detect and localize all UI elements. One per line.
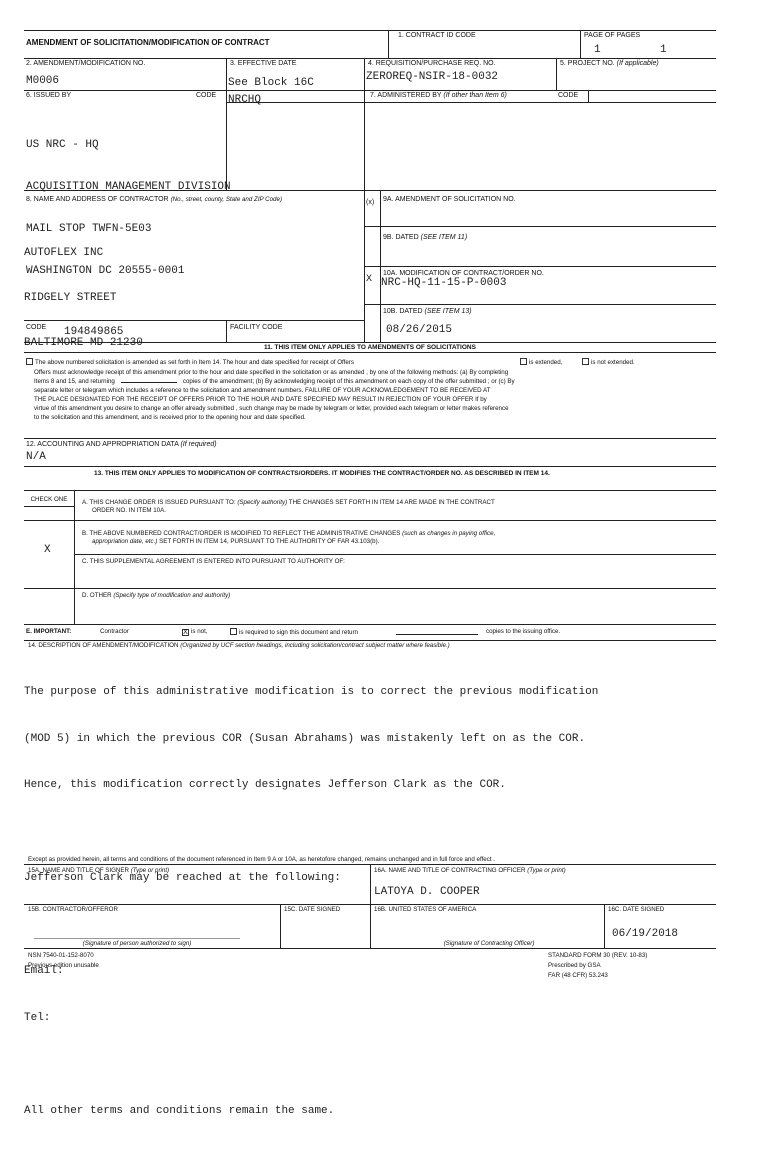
- check-one-label: CHECK ONE: [30, 496, 68, 503]
- prescribed-by: Prescribed by GSA: [548, 962, 601, 969]
- signer-name-label: 15A. NAME AND TITLE OF SIGNER: [28, 867, 129, 874]
- administered-by-label: 7. ADMINISTERED BY: [370, 92, 442, 99]
- issuer-line: MAIL STOP TWFN-5E03: [26, 223, 152, 235]
- project-no-label: 5. PROJECT NO.: [560, 60, 615, 67]
- description-line: (MOD 5) in which the previous COR (Susan Abrahams) was mistakenly left on as the COR.: [24, 732, 586, 745]
- option-b-check-mark: X: [44, 544, 51, 556]
- amendment-no-value: M0006: [26, 75, 60, 87]
- mod-10a-label: 10A. MODIFICATION OF CONTRACT/ORDER NO.: [383, 270, 544, 277]
- is-not-extended-label: is not extended.: [591, 359, 635, 366]
- description-line: [24, 1057, 598, 1073]
- description-line: Email:: [24, 965, 64, 977]
- option-a-qualifier: (Specify authority): [237, 499, 288, 506]
- contractor-line: BALTIMORE MD 21230: [24, 337, 143, 349]
- of-label: OF: [604, 32, 615, 39]
- option-a-text-b: THE CHANGES SET FORTH IN ITEM 14 ARE MADE IN THE CONTRACT: [288, 499, 495, 506]
- item11-heading: 11. THIS ITEM ONLY APPLIES TO AMENDMENTS OF SOLICITATIONS: [264, 344, 476, 351]
- officer-name-label: 16A. NAME AND TITLE OF CONTRACTING OFFICER: [374, 867, 526, 874]
- item11-para-line: to the solicitation and this amendment, and is received prior to the opening hour and date specified.: [34, 414, 306, 421]
- description-line: Jefferson Clark may be reached at the following:: [24, 872, 341, 884]
- amendment-no-label: 2. AMENDMENT/MODIFICATION NO.: [26, 60, 146, 67]
- far-reference: FAR (48 CFR) 53.243: [548, 972, 608, 979]
- item14-label: 14. DESCRIPTION OF AMENDMENT/MODIFICATION: [28, 642, 179, 649]
- contractor-code-label: CODE: [26, 324, 47, 331]
- description-line: Tel:: [24, 1011, 51, 1024]
- effective-date-label: 3. EFFECTIVE DATE: [230, 60, 297, 67]
- page-label: PAGE: [584, 32, 603, 39]
- item11-para-line: separate letter or telegram which includes a reference to the solicitation and amendment numbers. FAILURE OF YOUR ACKNOWLEDGEMENT TO BE RECEIVED AT: [34, 387, 491, 394]
- item13-heading: 13. THIS ITEM ONLY APPLIES TO MODIFICATION OF CONTRACTS/ORDERS. IT MODIFIES THE CONTRACT/ORDER NO. AS DESCRIBED IN ITEM 14.: [94, 470, 550, 477]
- amendment-9a-label: 9A. AMENDMENT OF SOLICITATION NO.: [383, 196, 516, 203]
- description-line: [24, 825, 598, 841]
- item12-qualifier: (If required): [180, 441, 217, 448]
- is-extended-label: is extended,: [529, 359, 563, 366]
- item14-description: [24, 654, 598, 1150]
- issuer-line: WASHINGTON DC 20555-0001: [26, 265, 185, 277]
- contractor-address: [24, 216, 143, 381]
- except-statement: Except as provided herein, all terms and conditions of the document referenced in Item 9 A or 10A, as heretofore changed, remains unchanged and in full force and effect .: [28, 856, 495, 863]
- page-number: 1: [594, 44, 601, 56]
- officer-date-signed-label: 16C. DATE SIGNED: [608, 906, 665, 913]
- option-b-qualifier: (such as changes in paying office,: [402, 530, 496, 537]
- previous-edition-note: Previous edition unusable: [28, 962, 99, 969]
- copies-return-field[interactable]: [396, 634, 478, 635]
- item11-para-line: Offers must acknowledge receipt of this amendment prior to the hour and date specified in the solicitation or as amended , by one of the following methods: (a) By completing: [34, 369, 509, 376]
- option-b-qualifier-2: appropriation date, etc.): [92, 538, 158, 545]
- description-line: Hence, this modification correctly designates Jefferson Clark as the COR.: [24, 779, 506, 791]
- officer-date-signed-value: 06/19/2018: [612, 928, 679, 940]
- is-required-label: is required to sign this document and return: [239, 629, 359, 636]
- description-line: All other terms and conditions remain the same.: [24, 1104, 335, 1117]
- standard-form-id: STANDARD FORM 30 (REV. 10-83): [548, 952, 648, 959]
- is-not-label: is not,: [191, 628, 208, 635]
- dated-10b-label: 10B. DATED: [383, 308, 423, 315]
- important-contractor: Contractor: [100, 628, 129, 635]
- contractor-line: RIDGELY STREET: [24, 292, 117, 304]
- option-d-text: D. OTHER: [82, 592, 112, 599]
- description-line: The purpose of this administrative modification is to correct the previous modification: [24, 686, 599, 698]
- is-required-checkbox[interactable]: [230, 628, 237, 635]
- contractor-code-value: 194849865: [64, 326, 124, 338]
- is-extended-checkbox[interactable]: [520, 358, 527, 365]
- contractor-offeror-label: 15B. CONTRACTOR/OFFEROR: [28, 906, 118, 913]
- contractor-label-qualifier: (No., street, county, State and ZIP Code): [170, 196, 283, 203]
- option-b[interactable]: [82, 530, 495, 546]
- item12-value: N/A: [26, 451, 46, 463]
- item14-qualifier: (Organized by UCF section headings, including solicitation/contract subject matter where feasible.): [180, 642, 450, 649]
- project-no-qualifier: (If applicable): [616, 60, 659, 67]
- effective-date-value: See Block 16C: [228, 77, 314, 89]
- requisition-label: 4. REQUISITION/PURCHASE REQ. NO.: [368, 60, 496, 67]
- issued-by-label: 6. ISSUED BY: [26, 92, 72, 99]
- item11-para-line: Items 8 and 15, and returning: [34, 378, 115, 385]
- option-d-qualifier: (Specify type of modification and authority): [113, 592, 231, 599]
- x-column-label: (x): [366, 199, 375, 206]
- item11-para-line: virtue of this amendment you desire to change an offer already submitted , such change may be made by telegram or letter, provided each telegram or letter makes reference: [34, 405, 509, 412]
- administered-code-label: CODE: [558, 92, 579, 99]
- contract-id-label: 1. CONTRACT ID CODE: [398, 32, 476, 39]
- mod-10a-value: NRC-HQ-11-15-P-0003: [381, 277, 507, 289]
- item11-paragraph: [34, 368, 515, 422]
- administered-by-qualifier: (If other than Item 6): [443, 92, 507, 99]
- mod-10a-check-mark: X: [366, 274, 373, 285]
- nsn-number: NSN 7540-01-152-8070: [28, 952, 94, 959]
- contractor-signature-caption: (Signature of person authorized to sign): [82, 940, 192, 947]
- item11-line1: The above numbered solicitation is amended as set forth in Item 14. The hour and date specified for receipt of Offers: [35, 359, 354, 366]
- item11-para-line: copies of the amendment; (b) By acknowledging receipt of this amendment on each copy of the offer submitted ; or (c) By: [182, 378, 515, 385]
- option-b-line2: SET FORTH IN ITEM 14, PURSUANT TO THE AUTHORITY OF FAR 43.103(b).: [159, 538, 380, 545]
- option-a-line2: ORDER NO. IN ITEM 10A.: [92, 507, 166, 514]
- contractor-date-signed-label: 15C. DATE SIGNED: [284, 906, 341, 913]
- option-a-text: A. THIS CHANGE ORDER IS ISSUED PURSUANT TO:: [82, 499, 236, 506]
- important-label: E. IMPORTANT:: [26, 628, 72, 635]
- contractor-line: AUTOFLEX INC: [24, 247, 104, 259]
- option-a[interactable]: [82, 499, 495, 515]
- copies-label: copies to the issuing office.: [486, 628, 561, 635]
- requisition-value: ZEROREQ-NSIR-18-0032: [366, 71, 499, 83]
- option-d[interactable]: [82, 592, 230, 600]
- dated-9b-qualifier: (SEE ITEM 11): [420, 234, 468, 241]
- officer-name-qualifier: (Type or print): [527, 867, 566, 874]
- description-line: [24, 918, 598, 934]
- contractor-signature-line[interactable]: [34, 938, 240, 939]
- usa-label: 16B. UNITED STATES OF AMERICA: [374, 906, 477, 913]
- option-b-text: B. THE ABOVE NUMBERED CONTRACT/ORDER IS MODIFIED TO REFLECT THE ADMINISTRATIVE CHANGES: [82, 530, 401, 537]
- copies-count-field[interactable]: [121, 377, 177, 383]
- facility-code-label: FACILITY CODE: [230, 324, 283, 331]
- signer-name-qualifier: (Type or print): [130, 867, 170, 874]
- is-not-extended-checkbox[interactable]: [582, 358, 589, 365]
- solicitation-amended-checkbox[interactable]: [26, 358, 33, 365]
- item12-label: 12. ACCOUNTING AND APPROPRIATION DATA: [26, 441, 179, 448]
- dated-10b-value: 08/26/2015: [386, 324, 453, 336]
- issuer-line: US NRC - HQ: [26, 139, 99, 151]
- dated-9b-label: 9B. DATED: [383, 234, 419, 241]
- dated-10b-qualifier: (SEE ITEM 13): [424, 308, 472, 315]
- officer-signature-caption: (Signature of Contracting Officer): [443, 940, 535, 947]
- is-not-checkbox[interactable]: X: [183, 629, 188, 636]
- contractor-label: 8. NAME AND ADDRESS OF CONTRACTOR: [26, 196, 169, 203]
- pages-number: 1: [660, 44, 667, 56]
- officer-name-value: LATOYA D. COOPER: [374, 886, 480, 898]
- issued-code-label: CODE: [196, 92, 217, 99]
- issued-code-value: NRCHQ: [228, 94, 262, 106]
- option-c[interactable]: C. THIS SUPPLEMENTAL AGREEMENT IS ENTERED INTO PURSUANT TO AUTHORITY OF:: [82, 558, 345, 565]
- form-title: AMENDMENT OF SOLICITATION/MODIFICATION OF CONTRACT: [26, 38, 270, 47]
- item11-para-line: THE PLACE DESIGNATED FOR THE RECEIPT OF OFFERS PRIOR TO THE HOUR AND DATE SPECIFIED MAY RESULT IN REJECTION OF YOUR OFFER If by: [34, 396, 487, 403]
- pages-label: PAGES: [616, 32, 641, 39]
- issuer-line: ACQUISITION MANAGEMENT DIVISION: [26, 181, 231, 193]
